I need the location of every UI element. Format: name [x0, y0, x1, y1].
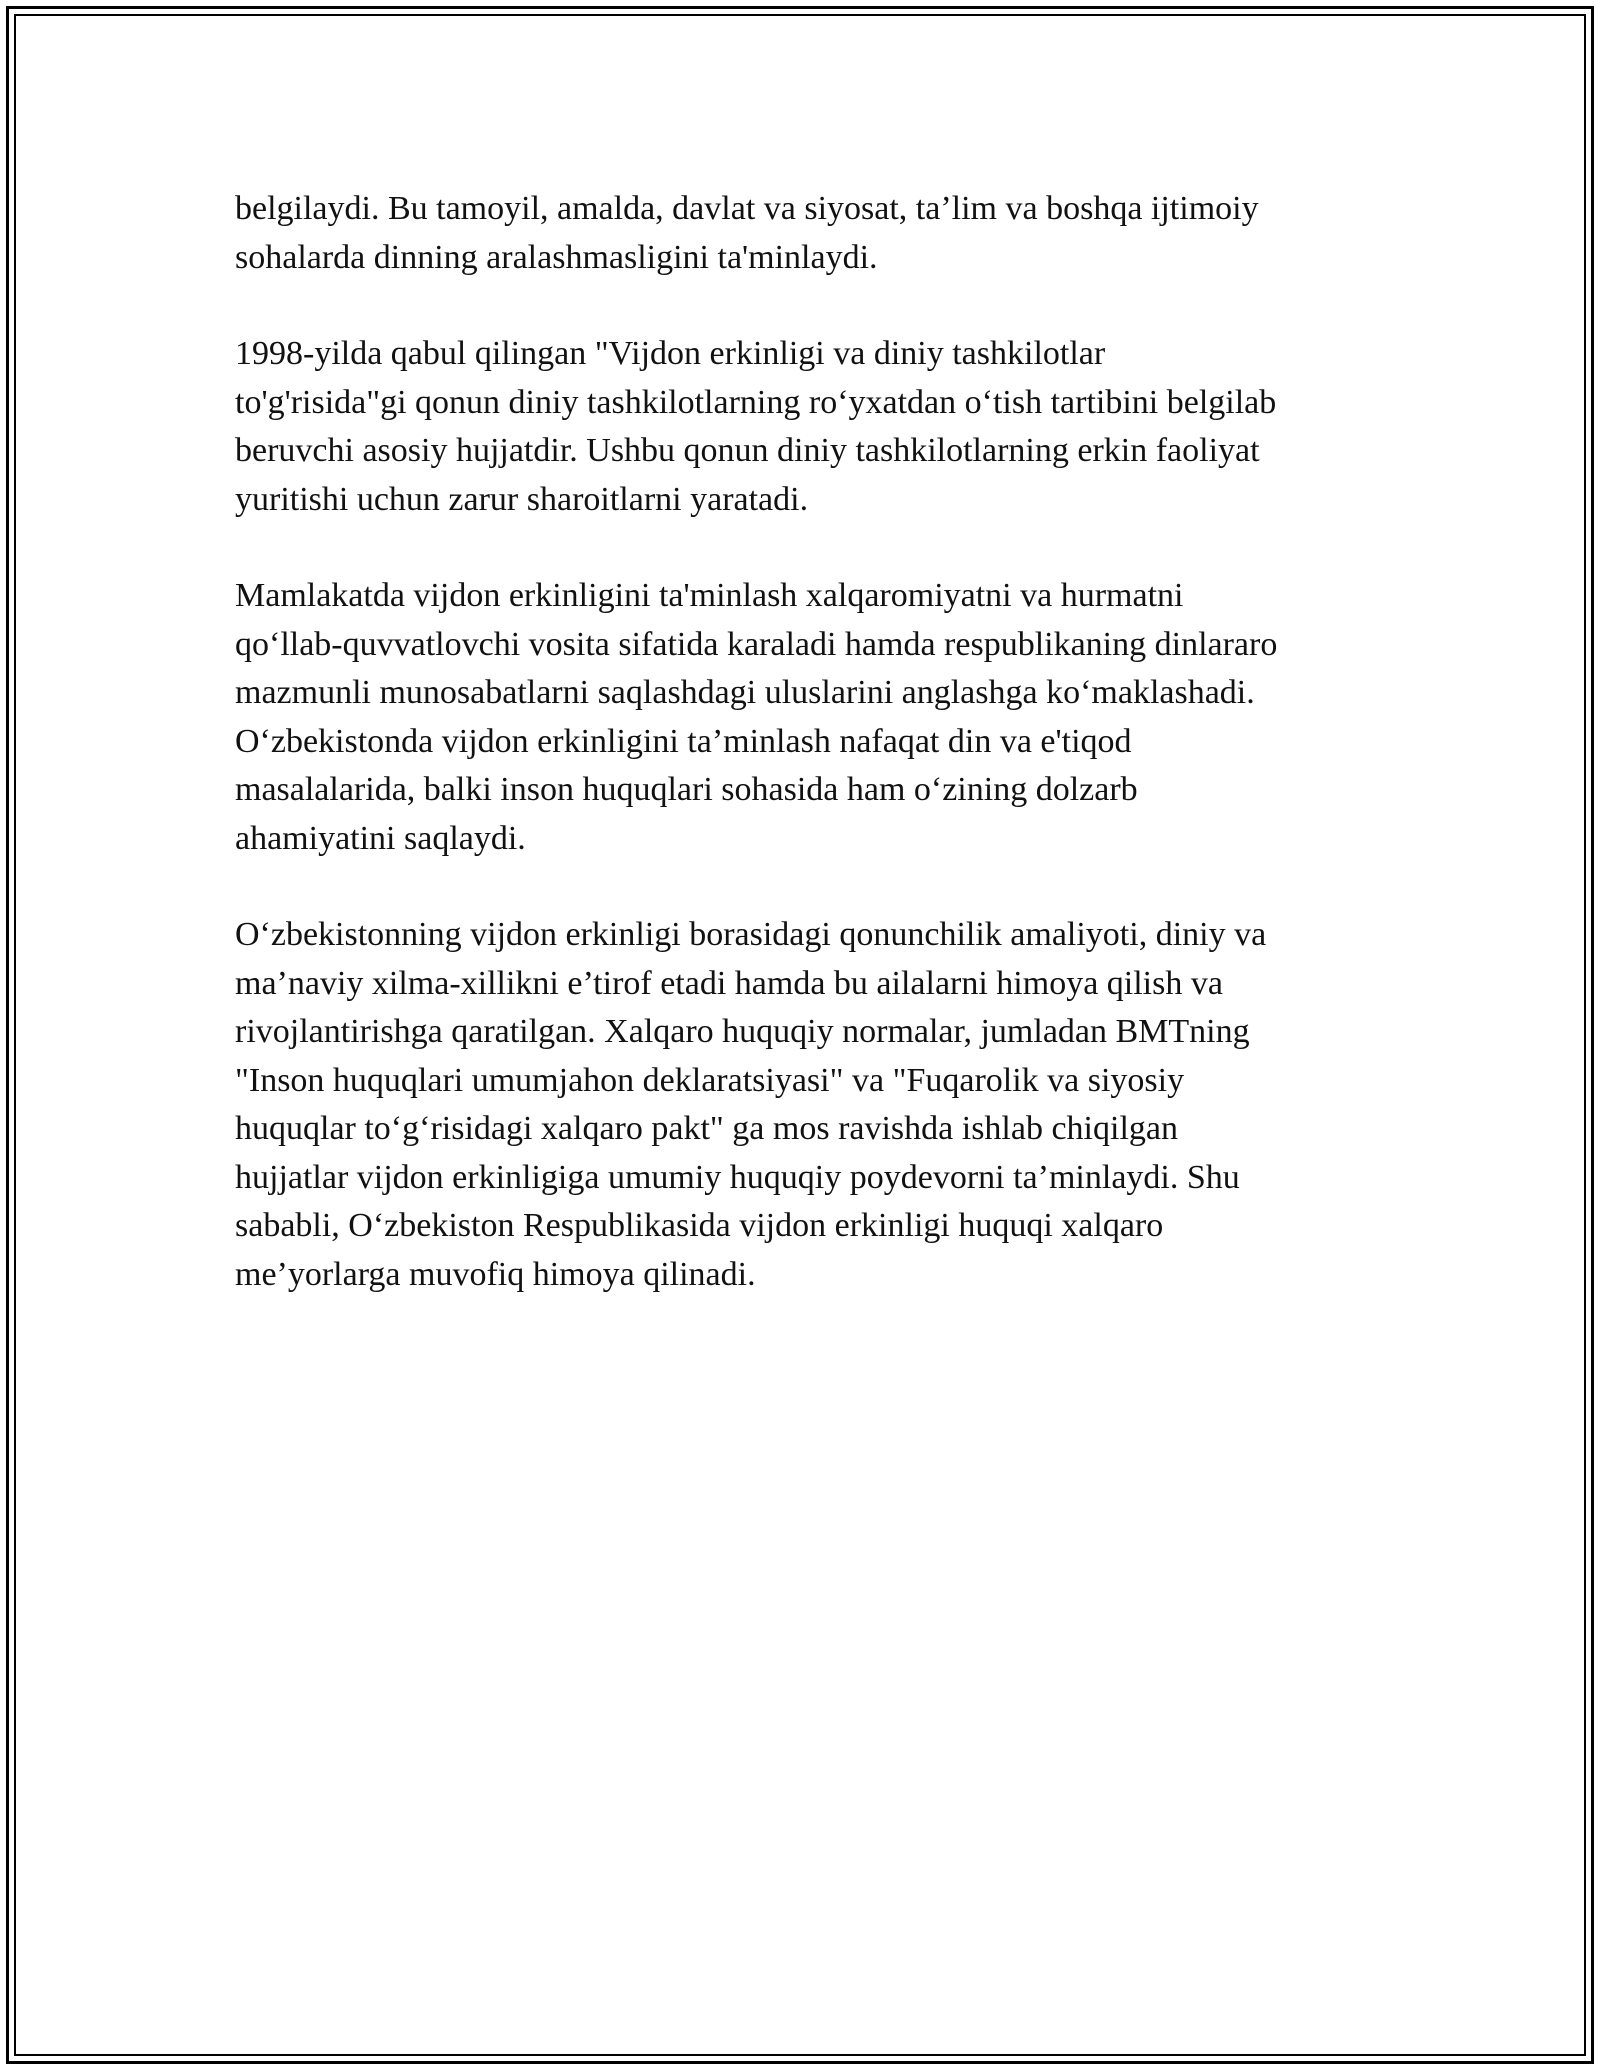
paragraph-2: 1998-yilda qabul qilingan "Vijdon erkinligi va diniy tashkilotlar to'g'risida"gi qonun diniy tashkilotlarning ro‘yxatdan o‘tish tartibini belgilab beruvchi asosiy hujjatdir. Ushbu qonun diniy tashkilotlarning erkin faoliyat yuritishi uchun zarur sharoitlarni yaratadi.	[235, 335, 1277, 518]
paragraph-1: belgilaydi. Bu tamoyil, amalda, davlat va siyosat, ta’lim va boshqa ijtimoiy sohalarda dinning aralashmasligini ta'minlaydi.	[235, 190, 1259, 276]
document-body	[235, 185, 1375, 1347]
paragraph-3: Mamlakatda vijdon erkinligini ta'minlash xalqaromiyatni va hurmatni qo‘llab-quvvatlovchi vosita sifatida karaladi hamda respublikaning dinlararo mazmunli munosabatlarni saqlashdagi uluslarini anglashga ko‘maklashadi. O‘zbekistonda vijdon erkinligini ta’minlash nafaqat din va e'tiqod masalalarida, balki inson huquqlari sohasida ham o‘zining dolzarb ahamiyatini saqlaydi.	[235, 577, 1278, 857]
paragraph-4: O‘zbekistonning vijdon erkinligi borasidagi qonunchilik amaliyoti, diniy va ma’naviy xilma-xillikni e’tirof etadi hamda bu ailalarni himoya qilish va rivojlantirishga qaratilgan. Xalqaro huquqiy normalar, jumladan BMTning "Inson huquqlari umumjahon deklaratsiyasi" va "Fuqarolik va siyosiy huquqlar to‘g‘risidagi xalqaro pakt" ga mos ravishda ishlab chiqilgan hujjatlar vijdon erkinligiga umumiy huquqiy poydevorni ta’minlaydi. Shu sababli, O‘zbekiston Respublikasida vijdon erkinligi huquqi xalqaro me’yorlarga muvofiq himoya qilinadi.	[235, 916, 1267, 1293]
